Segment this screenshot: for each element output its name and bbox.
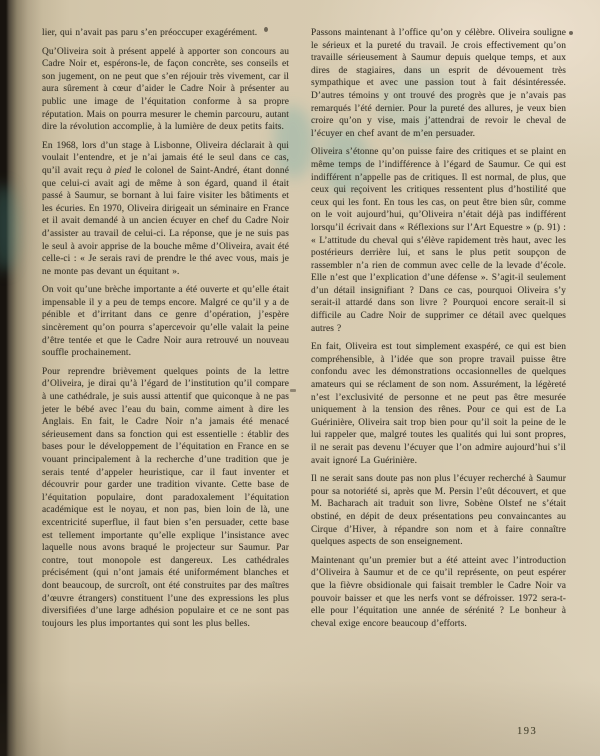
paragraph: Oliveira s’étonne qu’on puisse faire des critiques et se plaint en même temps de l’indifférence à l’égard de Saumur. Ce qui est indifférent n’appelle pas de critiques. Il est normal, de plus, que ceux qui reçoivent les critiques ressentent plus d’hostilité que ceux qui les font. En tous les cas, on peut être bien sûr, comme on le voit aujourd’hui, qu’Oliveira n’était déjà pas indifférent lorsqu’il écrivait dans « Réflexions sur l’Art Equestre » (p. 91) : « L’attitude du cheval qui s’élève rapidement très haut, avec les postérieurs derrière lui, et sans le plus petit soupçon de rassembler n’a rien de commun avec celle de la levade d’école. Elle n’est que l’explication d’une défense ». S’agit-il seulement d’un détail insignifiant ? Dans ce cas, pourquoi Oliveira s’y serait-il attardé dans son livre ? Pourquoi encore serait-il si difficile au Cadre Noir de supprimer ce détail avec quelques autres ? xyxy=(311,147,566,334)
paragraph: Maintenant qu’un premier but a été atteint avec l’introduction d’Oliveira à Saumur et de ce qu’il représente, on peut espérer que la fièvre obsidionale qui faisait trembler le Cadre Noir va pouvoir baisser et que les nerfs vont se défroisser. 1972 sera-t-elle pour l’équitation une année de sérénité ? Le bonheur à cheval exige encore beaucoup d’efforts. xyxy=(311,555,566,629)
paragraph: Il ne serait sans doute pas non plus l’écuyer recherché à Saumur pour sa notoriété si, après que M. Persin l’eût découvert, et que M. Bacharach ait traduit son livre, Sobène Olstef ne s’était obstiné, en dépit de deux présentations peu convaincantes au Cirque d’Hiver, à répandre son nom et à faire connaître quelques aspects de son enseignement. xyxy=(311,474,566,548)
print-speck xyxy=(290,389,296,392)
right-text-column xyxy=(311,27,566,636)
italic-phrase: à pied xyxy=(106,165,132,176)
paragraph: On voit qu’une brèche importante a été ouverte et qu’elle était impensable il y a peu de temps encore. Malgré ce qu’il y a de pénible et d’irritant dans ce genre d’opération, j’espère sincèrement qu’on pourra s’apercevoir qu’elle valait la peine d’être tentée et que le Cadre Noir aura retrouvé un nouveau souffle prochainement. xyxy=(42,285,289,359)
paragraph xyxy=(42,140,289,279)
paragraph-text: En 1968, lors d’un stage à Lisbonne, Oliveira déclarait à qui voulait l’entendre, et je n’ai jamais été le seul dans ce cas, qu’il avait reçu xyxy=(42,140,289,176)
paragraph-text: le colonel de Saint-André, étant donné que celui-ci avait agi de même à son égard, quand il était passé à Saumur, se bornant à lui faire visiter les bâtiments et les écuries. En 1970, Oliveira dirigeait un séminaire en France et il avait demandé à un ancien écuyer en chef du Cadre Noir d’assister au travail de celui-ci. La réponse, que je ne suis pas le seul à avoir apprise de la bouche même d’Oliveira, avait été celle-ci : « Je serais ravi de prendre le thé avec vous, mais je ne monte pas devant un équitant ». xyxy=(42,165,289,277)
print-speck xyxy=(569,31,573,35)
ink-bleed-stain xyxy=(0,184,18,272)
page-number: 193 xyxy=(517,726,538,737)
paragraph: Pour reprendre brièvement quelques points de la lettre d’Oliveira, je dirai qu’à l’égard de l’institution qu’il compare à une cathédrale, je suis aussi attentif que quiconque à ne pas jeter le bébé avec l’eau du bain, comme aiment à dire les Anglais. En fait, le Cadre Noir n’a jamais été menacé sérieusement dans sa fonction qui est essentielle : établir des bases pour le développement de l’équitation en France en se vouant principalement à la recherche d’une tradition que je serais tenté d’appeler heuristique, car il faut inventer et découvrir pour garder une tradition vivante. Cette base de l’équitation populaire, dont paradoxalement l’équitation académique est le noyau, et non pas, bien loin de là, une excentricité superflue, il faut bien s’en persuader, cette base est tellement importante qu’elle explique l’insistance avec laquelle nous avons braqué le projecteur sur Saumur. Par contre, tout monopole est dangereux. Les cathédrales précisément (qui n’ont jamais été uniformément blanches et dont beaucoup, de surcroît, ont été construites par des maîtres d’œuvre étrangers) constituent l’une des expressions les plus diversifiées d’une large adhésion populaire et ce ne sont pas toujours les plus importantes qui sont les plus belles. xyxy=(42,366,289,629)
paragraph: Passons maintenant à l’office qu’on y célèbre. Oliveira souligne le sérieux et la pureté du travail. Je crois effectivement qu’on travaille sérieusement à Saumur depuis quelque temps, et aux dires de stagiaires, dans un esprit de dévouement très sympathique et avec une passion tout à fait désintéressée. D’autres témoins y ont trouvé des progrès que je n’avais pas remarqués l’été dernier. Pour la pureté des allures, je veux bien croire qu’on y vise, mais j’attendrai de revoir le cheval de l’écuyer en chef avant de m’en persuader. xyxy=(311,28,566,139)
left-text-column xyxy=(42,27,289,636)
paragraph-continuation: lier, qui n’avait pas paru s’en préoccuper exagérément. xyxy=(42,28,258,38)
paragraph: Qu’Oliveira soit à présent appelé à apporter son concours au Cadre Noir et, espérons-le, de façon concrète, ses conseils et son jugement, on ne peut que s’en réjouir très vivement, car il aura sûrement à cœur d’aider le Cadre Noir à présenter au public une image de l’équitation conforme à sa propre réputation. Mais on pourra mesurer le chemin parcouru, autant dire la révolution accomplie, à la lumière de deux petits faits. xyxy=(42,46,289,133)
paragraph: En fait, Oliveira est tout simplement exaspéré, ce qui est bien compréhensible, à l’idée que son propre travail puisse être confondu avec les démonstrations occasionnelles de quelques amateurs qui se réclament de son nom. Assurément, la légèreté n’est l’exclusivité de personne et ne peut pas être mesurée uniquement à la tension des rênes. Pour ce qui est de La Guérinière, Oliveira sait trop bien pour qu’il soit la peine de le lui rappeler que, malgré toutes les qualités qui lui sont propres, il ne serait pas devenu l’écuyer que l’on admire aujourd’hui s’il avait ignoré La Guérinière. xyxy=(311,342,566,466)
